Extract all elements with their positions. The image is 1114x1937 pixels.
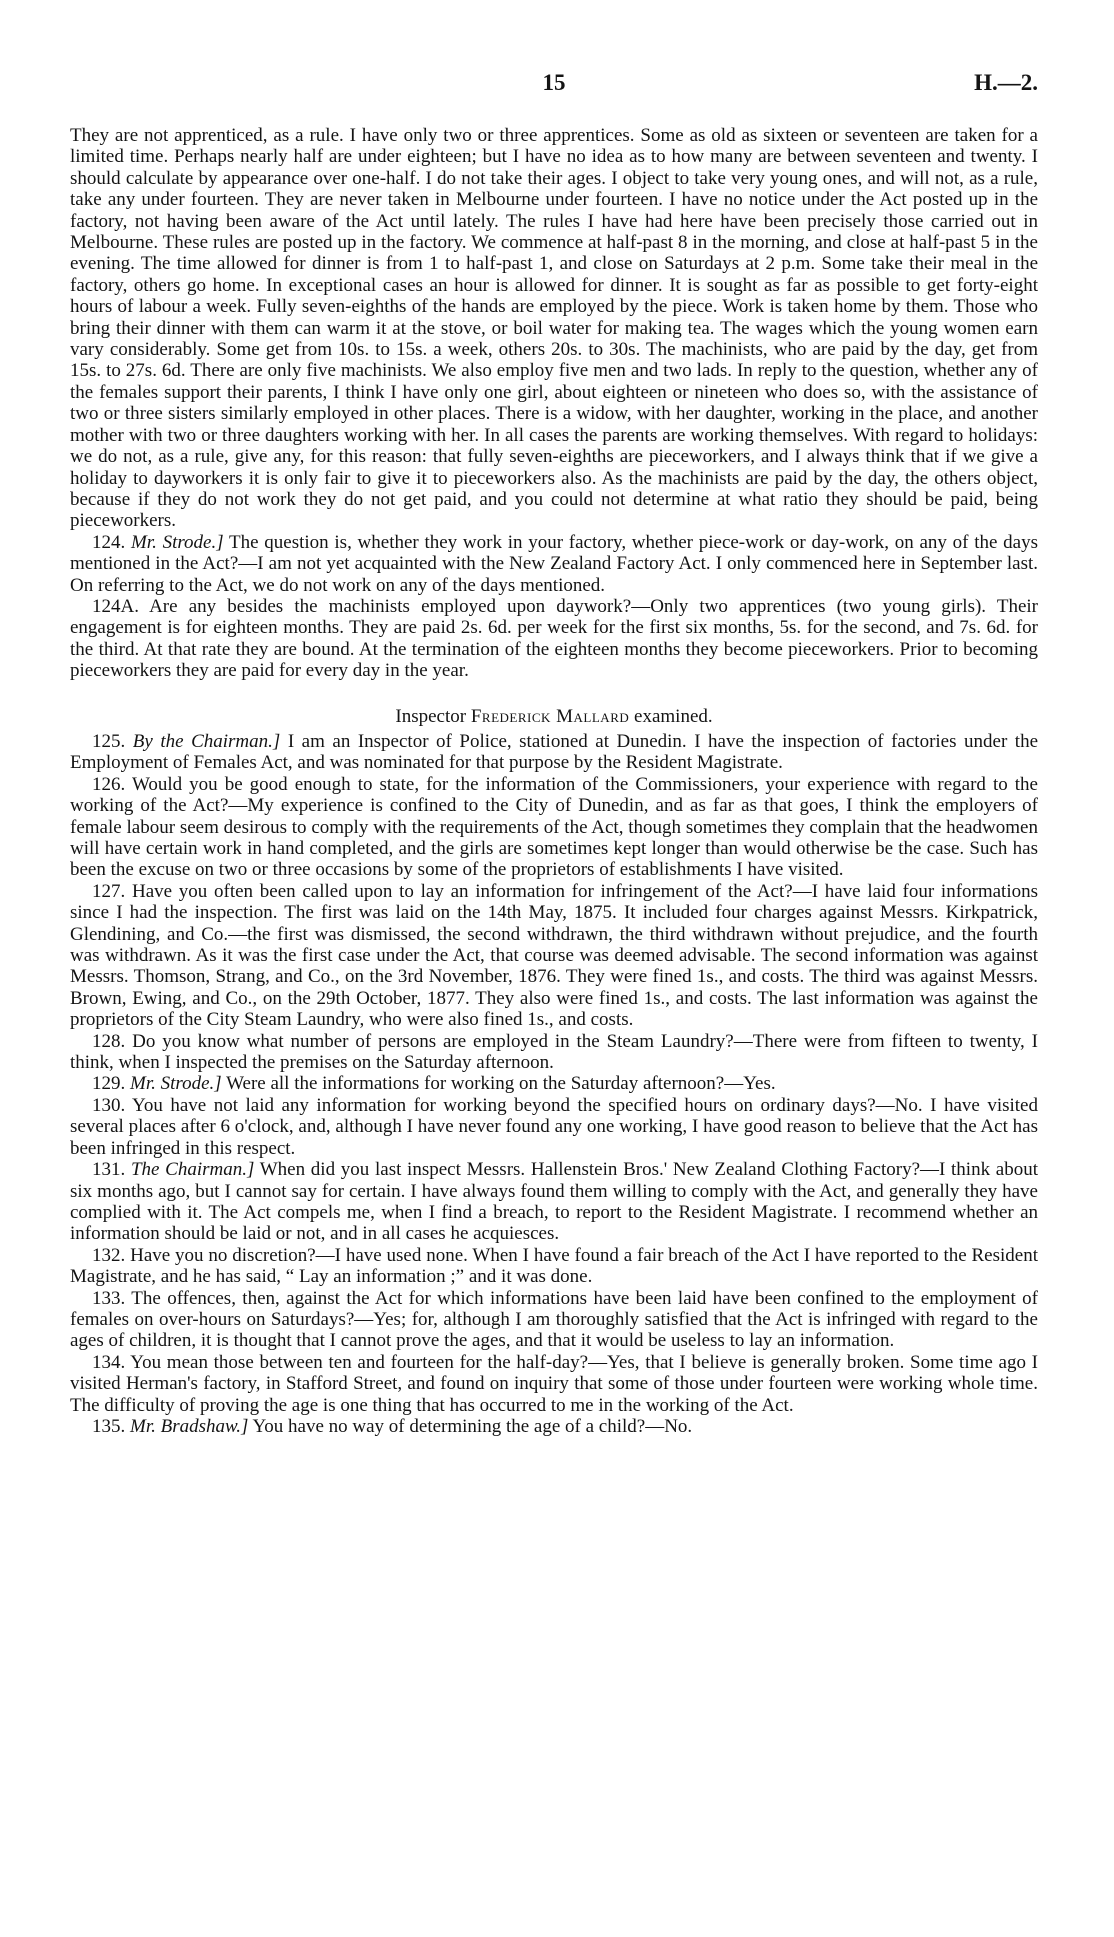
- speaker: Mr. Strode.]: [130, 1073, 222, 1095]
- question-paragraph: [70, 1245, 1038, 1288]
- question-text: Have you no discretion?—I have used none. When I have found a fair breach of the Act I have reported to the Resident Magistrate, and he has said, “ Lay an information ;” and it was done.: [70, 1244, 1039, 1288]
- question-paragraph: [70, 1095, 1038, 1159]
- question-paragraph: [70, 1416, 1038, 1437]
- question-paragraph: [70, 1288, 1038, 1352]
- witness-heading: [70, 706, 1038, 727]
- page-number: 15: [542, 70, 566, 95]
- question-number: 124.: [92, 531, 126, 553]
- question-text: You have no way of determining the age of a child?—No.: [252, 1415, 693, 1437]
- series-code: H.—2.: [974, 70, 1038, 95]
- opening-paragraph: They are not apprenticed, as a rule. I have only two or three apprentices. Some as old as sixteen or seventeen are taken for a limited time. Perhaps nearly half are under eighteen; but I have no idea as to how many are between seventeen and twenty. I should calculate by appearance over one-half. I do not take their ages. I object to take very young ones, and will not, as a rule, take any under fourteen. They are never taken in Melbourne under fourteen. I have no notice under the Act posted up in the factory, not having been aware of the Act until lately. The rules I have had here have been precisely those carried out in Melbourne. These rules are posted up in the factory. We commence at half-past 8 in the morning, and close at half-past 5 in the evening. The time allowed for dinner is from 1 to half-past 1, and close on Saturdays at 2 p.m. Some take their meal in the factory, others go home. In exceptional cases an hour is allowed for dinner. It is sought as far as possible to get forty-eight hours of labour a week. Fully seven-eighths of the hands are employed by the piece. Work is taken home by them. Those who bring their dinner with them can warm it at the stove, or boil water for making tea. The wages which the young women earn vary considerably. Some get from 10s. to 15s. a week, others 20s. to 30s. The machinists, who are paid by the day, get from 15s. to 27s. 6d. There are only five machinists. We also employ five men and two lads. In reply to the question, whether any of the females support their parents, I think I have only one girl, about eighteen or nineteen who does so, with the assistance of two or three sisters similarly employed in other places. There is a widow, with her daughter, working in the place, and another mother with two or three daughters working with her. In all cases the parents are working themselves. With regard to holidays: we do not, as a rule, give any, for this reason: that fully seven-eighths are pieceworkers, and I always think that if we give a holiday to dayworkers it is only fair to give it to pieceworkers also. As the machinists are paid by the day, the others object, because if they do not work they do not get paid, and you could not determine at what ratio they should be paid, being pieceworkers.: [70, 125, 1038, 532]
- speaker: Mr. Strode.]: [130, 531, 224, 553]
- question-paragraph: [70, 596, 1038, 682]
- question-paragraph: [70, 1159, 1038, 1245]
- witness-rank: Inspector: [395, 705, 467, 727]
- witness-status: examined.: [634, 705, 713, 727]
- question-text: Were all the informations for working on the Saturday afternoon?—Yes.: [226, 1073, 776, 1095]
- question-text: You mean those between ten and fourteen for the half-day?—Yes, that I believe is generally broken. Some time ago I visited Herman's factory, in Stafford Street, and found on inquiry that some of those under fourteen were working whole time. The difficulty of proving the age is one thing that has occurred to me in the working of the Act.: [70, 1351, 1038, 1416]
- witness-name: Frederick Mallard: [470, 705, 630, 727]
- speaker: By the Chairman.]: [132, 730, 281, 752]
- question-text: Are any besides the machinists employed upon daywork?—Only two apprentices (two young girls). Their engagement is for eighteen months. They are paid 2s. 6d. per week for the first six months, 5s. for the second, and 7s. 6d. for the third. At that rate they are bound. At the termination of the eighteen months they become pieceworkers. Prior to becoming pieceworkers they are paid for every day in the year.: [70, 595, 1038, 682]
- question-number: 127.: [92, 880, 126, 902]
- question-paragraph: [70, 1031, 1038, 1074]
- question-paragraph: [70, 731, 1038, 774]
- question-text: Do you know what number of persons are employed in the Steam Laundry?—There were from fifteen to twenty, I think, when I inspected the premises on the Saturday afternoon.: [70, 1030, 1039, 1074]
- question-number: 134.: [92, 1351, 126, 1373]
- question-paragraph: [70, 774, 1038, 881]
- question-number: 131.: [92, 1159, 126, 1181]
- question-number: 133.: [92, 1287, 126, 1309]
- question-number: 130.: [92, 1094, 126, 1116]
- question-paragraph: [70, 881, 1038, 1031]
- speaker: The Chairman.]: [130, 1159, 255, 1181]
- question-text: You have not laid any information for working beyond the specified hours on ordinary days?—No. I have visited several places after 6 o'clock, and, although I have never found any one working, I have good reason to believe that the Act has been infringed in this respect.: [70, 1094, 1038, 1159]
- question-text: When did you last inspect Messrs. Hallenstein Bros.' New Zealand Clothing Factory?—I think about six months ago, but I cannot say for certain. I have always found them willing to comply with the Act, and generally they have complied with it. The Act compels me, when I find a breach, to report to the Resident Magistrate. I recommend whether an information should be laid or not, and in all cases he acquiesces.: [70, 1159, 1038, 1245]
- page-header: [70, 72, 1038, 102]
- question-number: 135.: [92, 1415, 126, 1437]
- question-number: 129.: [92, 1073, 126, 1095]
- question-number: 132.: [92, 1244, 126, 1266]
- question-paragraph: [70, 1352, 1038, 1416]
- question-number: 126.: [92, 773, 126, 795]
- question-text: Would you be good enough to state, for the information of the Commissioners, your experience with regard to the working of the Act?—My experience is confined to the City of Dunedin, and as far as that goes, I think the employers of female labour seem desirous to comply with the requirements of the Act, though sometimes they complain that the headwomen will have certain work in hand completed, and the girls are sometimes kept longer than would otherwise be the case. Such has been the excuse on two or three occasions by some of the proprietors of establishments I have visited.: [70, 773, 1038, 881]
- question-number: 128.: [92, 1030, 126, 1052]
- question-paragraph: [70, 532, 1038, 596]
- question-text: Have you often been called upon to lay an information for infringement of the Act?—I have laid four informations since I had the inspection. The first was laid on the 14th May, 1875. It included four charges against Messrs. Kirkpatrick, Glendining, and Co.—the first was dismissed, the second withdrawn, the third withdrawn without prejudice, and the fourth was withdrawn. As it was the first case under the Act, that course was deemed advisable. The second information was against Messrs. Thomson, Strang, and Co., on the 3rd November, 1876. They were fined 1s., and costs. The third was against Messrs. Brown, Ewing, and Co., on the 29th October, 1877. They also were fined 1s., and costs. The last information was against the proprietors of the City Steam Laundry, who were also fined 1s., and costs.: [70, 880, 1039, 1031]
- question-number: 124A.: [92, 595, 139, 617]
- question-text: The question is, whether they work in your factory, whether piece-work or day-work, on any of the days mentioned in the Act?—I am not yet acquainted with the New Zealand Factory Act. I only commenced here in September last. On referring to the Act, we do not work on any of the days mentioned.: [70, 531, 1038, 596]
- question-text: The offences, then, against the Act for which informations have been laid have been confined to the employment of females on over-hours on Saturdays?—Yes; for, although I am thoroughly satisfied that the Act is infringed with regard to the ages of children, it is thought that I cannot prove the ages, and that it would be useless to lay an information.: [70, 1287, 1038, 1352]
- document-body: [70, 125, 1038, 1437]
- speaker: Mr. Bradshaw.]: [130, 1415, 249, 1437]
- question-text: I am an Inspector of Police, stationed at Dunedin. I have the inspection of factories under the Employment of Females Act, and was nominated for that purpose by the Resident Magistrate.: [70, 730, 1039, 774]
- question-paragraph: [70, 1073, 1038, 1094]
- question-number: 125.: [92, 730, 126, 752]
